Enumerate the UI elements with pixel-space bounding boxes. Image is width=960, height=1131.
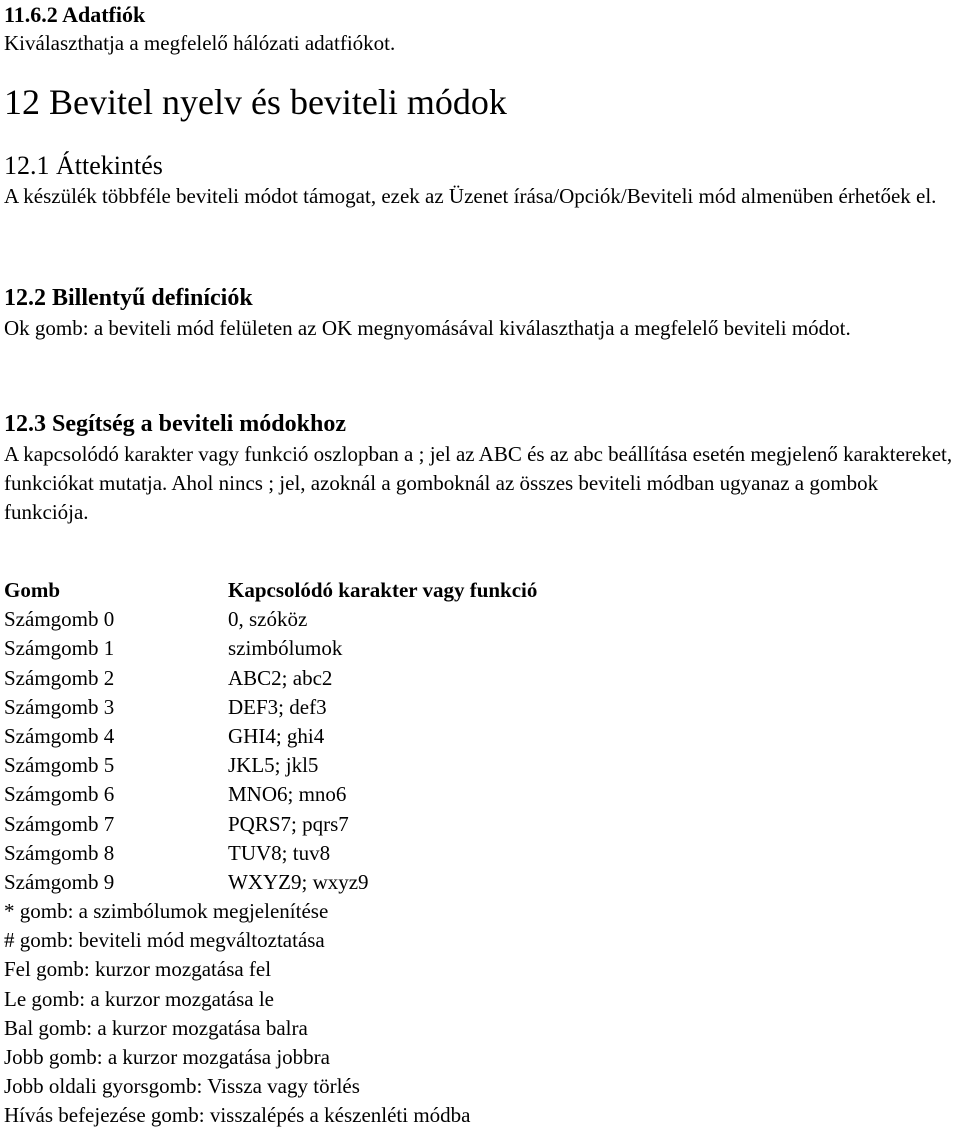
table-row — [4, 751, 958, 780]
key-cell: Számgomb 8 — [4, 840, 115, 865]
table-row — [4, 634, 958, 663]
header-key: Gomb — [4, 578, 61, 602]
section-text: A kapcsolódó karakter vagy funkció oszlopban a ; jel az ABC és az abc beállítása esetén megjelenő karaktereket, funkciókat mutatja. Ahol nincs ; jel, azoknál a gomboknál az összes beviteli módban ugyanaz a gombok funkciója. — [4, 442, 953, 524]
function-cell: GHI4; ghi4 — [228, 723, 325, 748]
table-row — [4, 664, 958, 693]
function-cell: DEF3; def3 — [228, 694, 327, 719]
function-cell: TUV8; tuv8 — [228, 840, 331, 865]
key-cell: Számgomb 5 — [4, 753, 115, 778]
function-cell: WXYZ9; wxyz9 — [228, 869, 369, 894]
table-row — [4, 839, 958, 868]
key-description-line: Le gomb: a kurzor mozgatása le — [4, 986, 274, 1011]
key-description-line: * gomb: a szimbólumok megjelenítése — [4, 899, 329, 924]
key-cell: Számgomb 0 — [4, 607, 115, 632]
section-heading: 11.6.2 Adatfiók — [4, 2, 146, 27]
section-heading: 12.3 Segítség a beviteli módokhoz — [4, 411, 346, 437]
table-row — [4, 605, 958, 634]
section-text: Ok gomb: a beviteli mód felületen az OK megnyomásával kiválaszthatja a megfelelő beviteli módot. — [4, 316, 851, 340]
section-text: A készülék többféle beviteli módot támogat, ezek az Üzenet írása/Opciók/Beviteli mód almenüben érhetőek el. — [4, 184, 937, 208]
table-header — [4, 576, 958, 605]
function-cell: 0, szóköz — [228, 607, 308, 632]
key-cell: Számgomb 9 — [4, 869, 115, 894]
key-description-line: Jobb oldali gyorsgomb: Vissza vagy törlés — [4, 1074, 360, 1099]
function-cell: szimbólumok — [228, 636, 343, 661]
section-12-1 — [4, 150, 958, 211]
key-cell: Számgomb 2 — [4, 665, 115, 690]
table-row — [4, 868, 958, 897]
table-row — [4, 780, 958, 809]
function-cell: JKL5; jkl5 — [228, 753, 319, 778]
key-cell: Számgomb 6 — [4, 782, 115, 807]
key-description-line: Jobb gomb: a kurzor mozgatása jobbra — [4, 1045, 330, 1070]
keys-table — [4, 576, 958, 1131]
table-row — [4, 810, 958, 839]
section-11-6-2 — [4, 0, 395, 58]
table-row — [4, 722, 958, 751]
key-cell: Számgomb 7 — [4, 811, 115, 836]
section-heading: 12.2 Billentyű definíciók — [4, 285, 253, 311]
key-description-line: Fel gomb: kurzor mozgatása fel — [4, 957, 272, 982]
table-row — [4, 693, 958, 722]
key-cell: Számgomb 3 — [4, 694, 115, 719]
chapter-heading: 12 Bevitel nyelv és beviteli módok — [4, 82, 507, 122]
function-cell: MNO6; mno6 — [228, 782, 347, 807]
key-cell: Számgomb 1 — [4, 636, 115, 661]
section-12 — [4, 80, 507, 124]
key-description-line: # gomb: beviteli mód megváltoztatása — [4, 928, 325, 953]
header-function: Kapcsolódó karakter vagy funkció — [228, 578, 538, 602]
section-heading: 12.1 Áttekintés — [4, 151, 163, 180]
function-cell: ABC2; abc2 — [228, 665, 333, 690]
key-cell: Számgomb 4 — [4, 723, 115, 748]
key-description-line: Bal gomb: a kurzor mozgatása balra — [4, 1015, 308, 1040]
section-text: Kiválaszthatja a megfelelő hálózati adatfiókot. — [4, 31, 396, 55]
section-12-3 — [4, 408, 958, 527]
section-12-2 — [4, 282, 958, 343]
function-cell: PQRS7; pqrs7 — [228, 811, 349, 836]
key-description-line: Hívás befejezése gomb: visszalépés a készenléti módba — [4, 1103, 471, 1128]
